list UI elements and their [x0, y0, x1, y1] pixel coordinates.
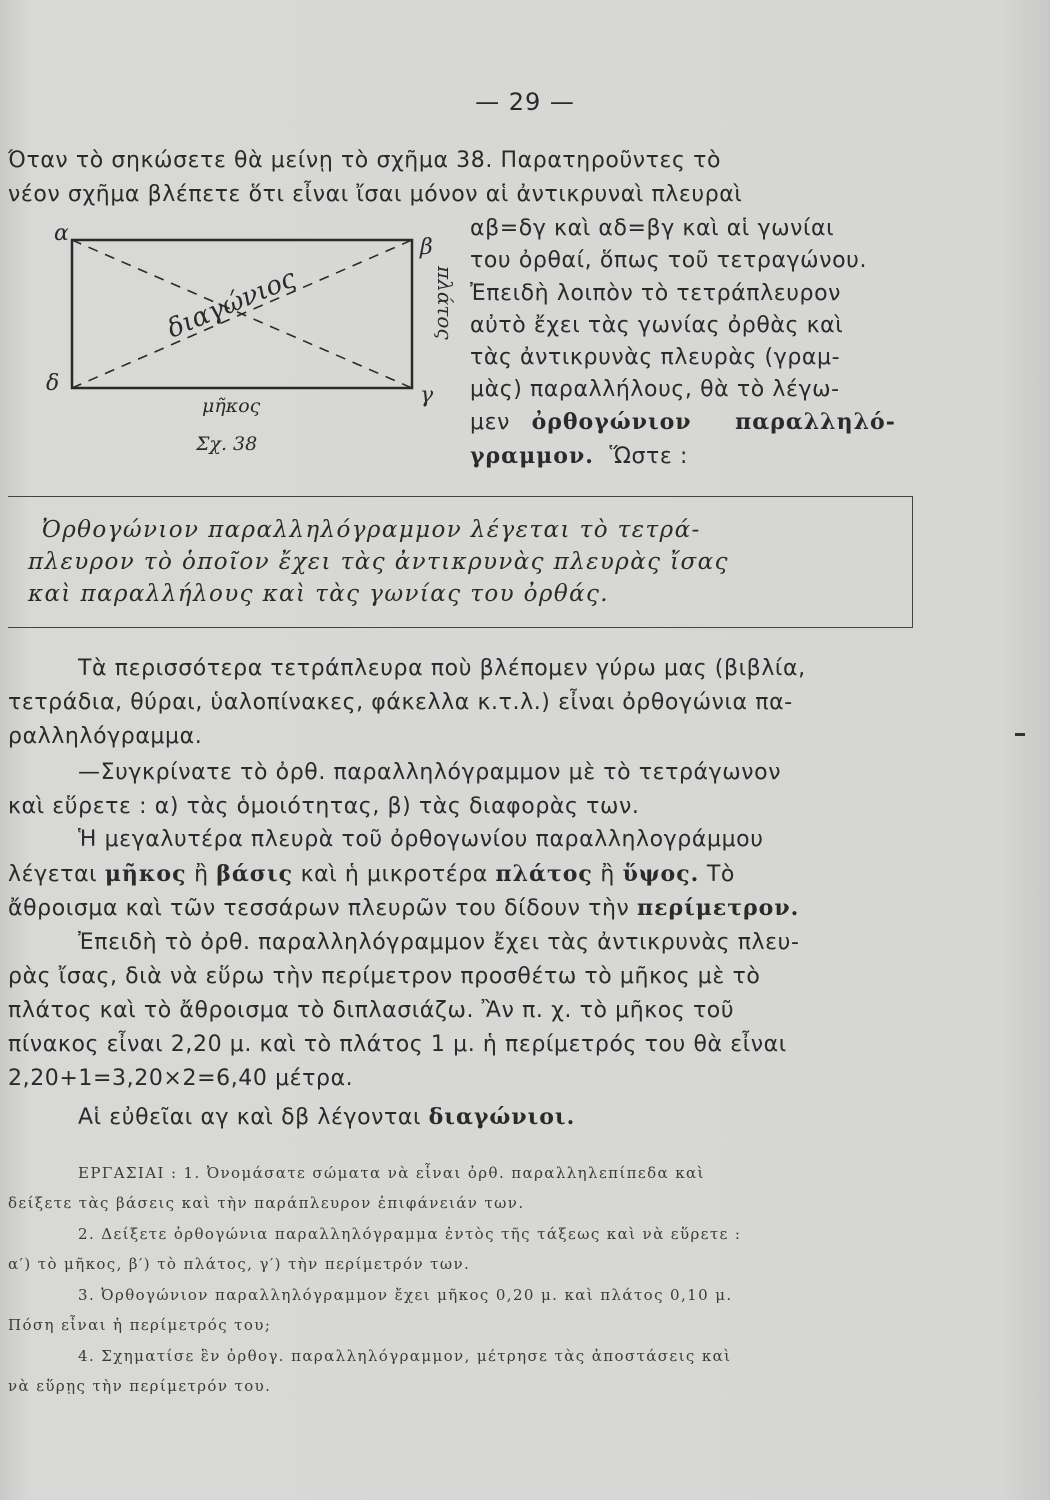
exercise-line-2: δείξετε τὰς βάσεις καὶ τὴν παράπλευρον ἐπιφάνειάν των.: [8, 1194, 525, 1212]
text-run: ἄθροισμα καὶ τῶν τεσσάρων πλευρῶν του δίδουν τὴν: [8, 896, 630, 921]
term-parallilo: παραλληλό-: [735, 409, 896, 435]
right-line-3: Ἐπειδὴ λοιπὸν τὸ τετράπλευρον: [470, 281, 842, 306]
term-grammon: γραμμον.: [470, 443, 594, 469]
label-mikos: μῆκος: [202, 395, 261, 417]
body-line-8: ρὰς ἴσας, διὰ νὰ εὕρω τὴν περίμετρον προσθέτω τὸ μῆκος μὲ τὸ: [8, 964, 761, 989]
vertex-b: β: [420, 235, 433, 260]
vertex-a: α: [54, 221, 69, 246]
body-line-9: πλάτος καὶ τὸ ἄθροισμα τὸ διπλασιάζω. Ἂν π. χ. τὸ μῆκος τοῦ: [8, 998, 735, 1023]
figure-38: [20, 218, 460, 478]
text-run: ἢ: [600, 862, 615, 887]
body-line-6: Ἡ μεγαλυτέρα πλευρὰ τοῦ ὀρθογωνίου παραλληλογράμμου: [78, 827, 764, 852]
definition-line-1: Ὀρθογώνιον παραλληλόγραμμον λέγεται τὸ τετρά-: [42, 517, 701, 543]
right-line-1: αβ=δγ καὶ αδ=βγ καὶ αἱ γωνίαι: [470, 216, 835, 241]
body-line-1: Τὰ περισσότερα τετράπλευρα ποὺ βλέπομεν γύρω μας (βιβλία,: [78, 656, 806, 681]
body-line-2: τετράδια, θύραι, ὑαλοπίνακες, φάκελλα κ.τ.λ.) εἶναι ὀρθογώνια πα-: [8, 690, 793, 715]
term-platos: πλάτος: [495, 861, 593, 887]
term-perimetros: περίμετρον.: [637, 895, 800, 921]
term-mikos: μῆκος: [104, 861, 187, 887]
text-run: ἢ: [194, 862, 209, 887]
right-line-7: [470, 409, 896, 435]
body-line-11: 2,20+1=3,20×2=6,40 μέτρα.: [8, 1066, 354, 1091]
vertex-d: δ: [46, 371, 60, 396]
body-line-3: ραλληλόγραμμα.: [8, 724, 203, 749]
rectangle-diagram: [20, 218, 460, 478]
text-run: καὶ ἡ μικροτέρα: [300, 862, 488, 887]
margin-mark: [1015, 733, 1025, 736]
right-line-5: τὰς ἀντικρυνὰς πλευρὰς (γραμ-: [470, 345, 841, 370]
label-platos: πλάτος: [433, 266, 457, 340]
exercise-line-8: νὰ εὕρῃς τὴν περίμετρόν του.: [8, 1377, 272, 1395]
page-number: — 29 —: [475, 88, 575, 116]
text-run: Ὥστε :: [609, 444, 688, 469]
figure-caption: Σχ. 38: [196, 433, 258, 455]
definition-line-2: πλευρον τὸ ὁποῖον ἔχει τὰς ἀντικρυνὰς πλευρὰς ἴσας: [28, 549, 729, 575]
body-line-5: καὶ εὕρετε : α) τὰς ὁμοιότητας, β) τὰς διαφορὰς των.: [8, 794, 640, 819]
exercise-line-1: ΕΡΓΑΣΙΑΙ : 1. Ὀνομάσατε σώματα νὰ εἶναι ὀρθ. παραλληλεπίπεδα καὶ: [78, 1164, 705, 1182]
term-diagonioi: διαγώνιοι.: [428, 1104, 576, 1130]
body-line-diagonioi: [78, 1104, 575, 1130]
exercise-line-3: 2. Δείξετε ὀρθογώνια παραλληλόγραμμα ἐντὸς τῆς τάξεως καὶ νὰ εὕρετε :: [78, 1225, 742, 1243]
text-run: Τὸ: [706, 862, 735, 887]
text-run: λέγεται: [8, 862, 98, 887]
right-line-8: [470, 443, 688, 469]
term-ypsos: ὕψος.: [622, 861, 700, 887]
term-vasis: βάσις: [216, 861, 294, 887]
body-line-mikos: [8, 861, 735, 887]
exercise-line-5: 3. Ὀρθογώνιον παραλληλόγραμμον ἔχει μῆκος 0,20 μ. καὶ πλάτος 0,10 μ.: [78, 1286, 733, 1304]
body-line-perimetros: [8, 895, 799, 921]
right-line-4: αὐτὸ ἔχει τὰς γωνίας ὀρθὰς καὶ: [470, 313, 844, 338]
exercise-line-4: α′) τὸ μῆκος, β′) τὸ πλάτος, γ′) τὴν περίμετρόν των.: [8, 1255, 471, 1273]
vertex-g: γ: [420, 383, 434, 408]
body-line-4: —Συγκρίνατε τὸ ὀρθ. παραλληλόγραμμον μὲ τὸ τετράγωνον: [78, 760, 782, 785]
term-orthogonion: ὀρθογώνιον: [531, 409, 692, 435]
right-line-6: μὰς) παραλλήλους, θὰ τὸ λέγω-: [470, 377, 840, 402]
exercise-line-6: Πόση εἶναι ἡ περίμετρός του;: [8, 1316, 272, 1334]
exercise-line-7: 4. Σχηματίσε ἓν ὀρθογ. παραλληλόγραμμον, μέτρησε τὰς ἀποστάσεις καὶ: [78, 1347, 732, 1365]
label-diagonios: διαγώνιος: [163, 263, 301, 345]
body-line-10: πίνακος εἶναι 2,20 μ. καὶ τὸ πλάτος 1 μ. ἡ περίμετρός του θὰ εἶναι: [8, 1032, 787, 1057]
intro-line-2: νέον σχῆμα βλέπετε ὅτι εἶναι ἴσαι μόνον αἱ ἀντικρυναὶ πλευραὶ: [8, 182, 743, 207]
body-line-7: Ἐπειδὴ τὸ ὀρθ. παραλληλόγραμμον ἔχει τὰς ἀντικρυνὰς πλευ-: [78, 930, 800, 955]
right-line-2: του ὀρθαί, ὅπως τοῦ τετραγώνου.: [470, 248, 868, 273]
text-run: Αἱ εὐθεῖαι αγ καὶ δβ λέγονται: [78, 1105, 422, 1130]
intro-line-1: Όταν τὸ σηκώσετε θὰ μείνῃ τὸ σχῆμα 38. Παρατηροῦντες τὸ: [8, 148, 722, 173]
definition-box: [8, 496, 913, 628]
text-run: μεν: [470, 410, 510, 435]
definition-line-3: καὶ παραλλήλους καὶ τὰς γωνίας του ὀρθάς.: [28, 581, 609, 607]
